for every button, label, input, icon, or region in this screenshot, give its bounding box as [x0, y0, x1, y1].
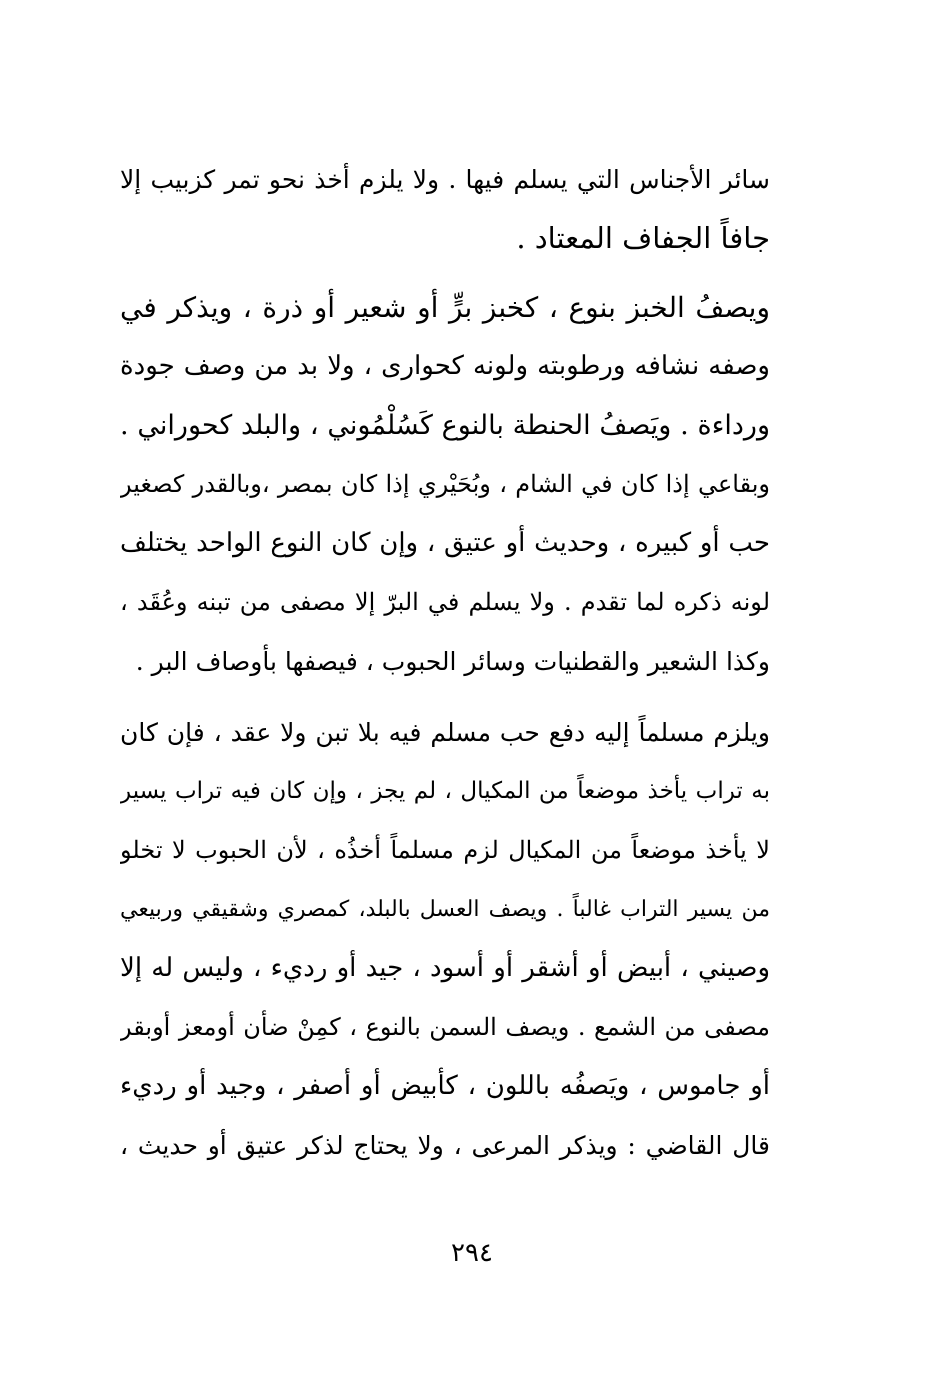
text-line: من يسير التراب غالباً . ويصف العسل بالبلد، كمصري وشقيقي وربيعي: [120, 897, 770, 922]
text-line: مصفى من الشمع . ويصف السمن بالنوع ، كمِنْ ضأن أومعز أوبقر: [120, 1013, 770, 1041]
text-line: وصفه نشافه ورطوبته ولونه كحوارى ، ولا بد من وصف جودة: [120, 351, 770, 381]
paragraph-1: [120, 150, 770, 268]
text-line: به تراب يأخذ موضعاً من المكيال ، لم يجز ، وإن كان فيه تراب يسير: [120, 778, 770, 804]
text-line: وكذا الشعير والقطنيات وسائر الحبوب ، فيصفها بأوصاف البر .: [135, 647, 770, 676]
text-line: حب أو كبيره ، وحديث أو عتيق ، وإن كان النوع الواحد يختلف: [120, 528, 770, 558]
paragraph-3: [120, 703, 770, 1175]
text-line: أو جاموس ، ويَصفُه باللون ، كأبيض أو أصفر ، وجيد أو رديء: [120, 1071, 770, 1101]
text-line: وبقاعي إذا كان في الشام ، وبُحَيْري إذا كان بمصر ،وبالقدر كصغير: [120, 470, 770, 498]
text-line: وصيني ، أبيض أو أشقر أو أسود ، جيد أو رديء ، وليس له إلا: [120, 953, 770, 983]
paragraph-2: [120, 278, 770, 691]
text-line: جافاً الجفاف المعتاد .: [516, 221, 770, 255]
text-line: ويلزم مسلماً إليه دفع حب مسلم فيه بلا تبن ولا عقد ، فإن كان: [120, 718, 770, 747]
text-line: لونه ذكره لما تقدم . ولا يسلم في البرّ إلا مصفى من تبنه وعُقَد ،: [120, 588, 770, 616]
text-line: قال القاضي : ويذكر المرعى ، ولا يحتاج لذكر عتيق أو حديث ،: [120, 1131, 770, 1160]
text-line: سائر الأجناس التي يسلم فيها . ولا يلزم أخذ نحو تمر كزبيب إلا: [120, 165, 770, 194]
text-line: ورداءة . ويَصفُ الحنطة بالنوع كَسُلْمُوني ، والبلد كحوراني .: [120, 410, 770, 441]
text-line: ويصفُ الخبز بنوع ، كخبز برٍّ أو شعير أو ذرة ، ويذكر في: [120, 291, 770, 324]
text-line: لا يأخذ موضعاً من المكيال لزم مسلماً أخذُه ، لأن الحبوب لا تخلو: [120, 836, 770, 864]
page-number: ٢٩٤: [451, 1238, 493, 1268]
